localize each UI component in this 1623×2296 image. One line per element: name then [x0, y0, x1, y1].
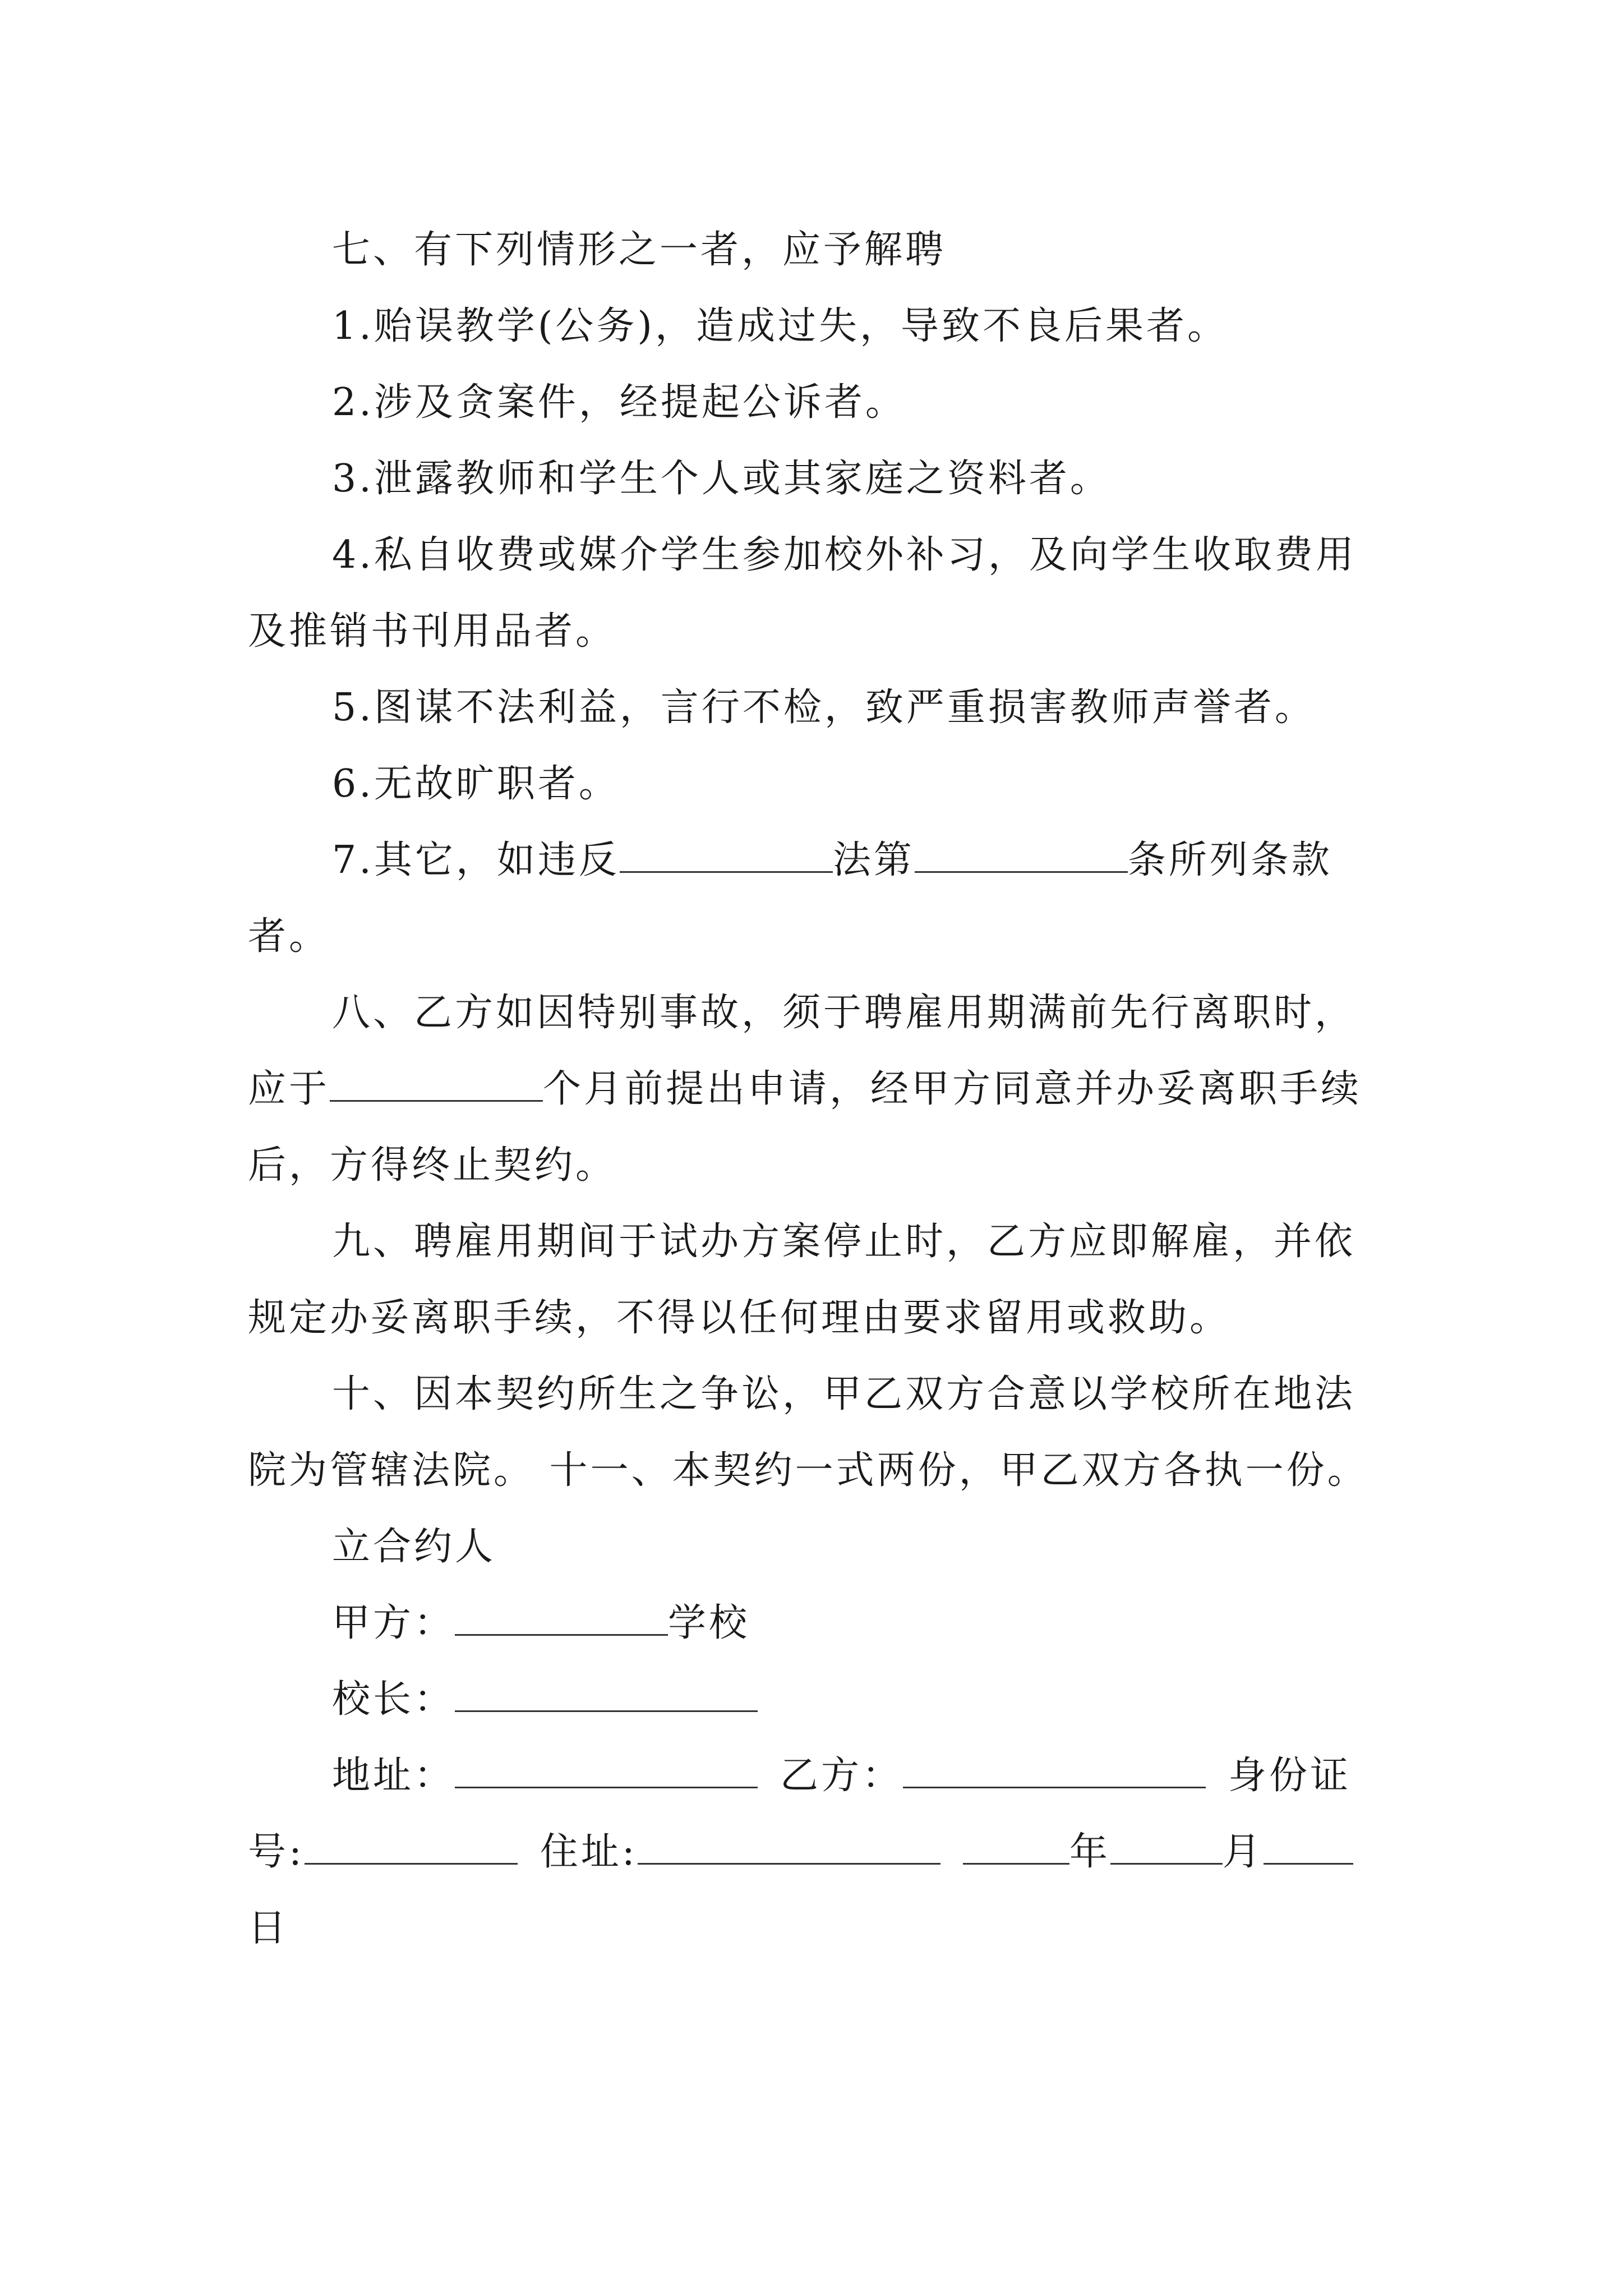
- principal-label: 校长：: [332, 1677, 455, 1722]
- id-number-blank: [305, 1829, 518, 1865]
- party-b-blank: [903, 1753, 1206, 1788]
- id-label: 身份证号:: [248, 1754, 1352, 1874]
- section9: 九、聘雇用期间于试办方案停止时，乙方应即解雇，并依规定办妥离职手续，不得以任何理由要求留用或救助。: [248, 1220, 1356, 1340]
- section7-item6: 6.无故旷职者。: [332, 762, 620, 806]
- address-party-b-line: [248, 1738, 1392, 1967]
- school-name-blank: [455, 1600, 668, 1636]
- law-name-blank: [620, 838, 833, 873]
- party-a-line: [248, 1585, 1392, 1662]
- section8: [248, 975, 1392, 1204]
- section7-item5: 5.图谋不法利益，言行不检，致严重损害教师声誉者。: [332, 685, 1316, 730]
- section7-item4: 4.私自收费或媒介学生参加校外补习，及向学生收取费用及推销书刊用品者。: [248, 533, 1357, 654]
- residence-blank: [638, 1829, 940, 1865]
- signature-title: 立合约人: [332, 1525, 496, 1569]
- article-number-blank: [915, 838, 1128, 873]
- section8-text-a: 八、乙方如因特别事故，须于聘雇用期满前先行离职时，应于: [248, 991, 1356, 1111]
- item7-text-b: 法第: [832, 838, 915, 882]
- principal-blank: [455, 1677, 758, 1712]
- party-a-label: 甲方：: [332, 1601, 455, 1645]
- notice-months-blank: [330, 1066, 543, 1102]
- section7-item3: 3.泄露教师和学生个人或其家庭之资料者。: [332, 457, 1111, 501]
- party-a-suffix: 学校: [668, 1601, 750, 1645]
- section7-item7: [248, 822, 1392, 975]
- item7-text-a: 7.其它，如违反: [332, 838, 620, 882]
- section10: 十、因本契约所生之争讼，甲乙双方合意以学校所在地法院为管辖法院。 十一、本契约一式两份，甲乙双方各执一份。: [248, 1372, 1368, 1493]
- item7-text-c: 条所列条款者。: [248, 838, 1332, 959]
- residence-label: 住址:: [540, 1830, 638, 1874]
- principal-line: [248, 1662, 1392, 1738]
- contract-body: [248, 212, 1392, 1967]
- section7-item2: 2.涉及贪案件，经提起公诉者。: [332, 380, 906, 425]
- day-label: 日: [248, 1906, 289, 1950]
- party-b-label: 乙方：: [780, 1754, 903, 1798]
- year-label: 年: [1069, 1830, 1110, 1874]
- section7-heading: 七、有下列情形之一者，应予解聘: [332, 228, 947, 272]
- day-blank: [1264, 1829, 1353, 1865]
- month-blank: [1110, 1829, 1223, 1865]
- section8-text-b: 个月前提出申请，经甲方同意并办妥离职手续后，方得终止契约。: [248, 1067, 1362, 1188]
- section7-item1: 1.贻误教学(公务)，造成过失，导致不良后果者。: [332, 304, 1228, 348]
- address-label: 地址：: [332, 1754, 455, 1798]
- address-blank: [455, 1753, 758, 1788]
- year-blank: [963, 1829, 1069, 1865]
- month-label: 月: [1222, 1830, 1264, 1874]
